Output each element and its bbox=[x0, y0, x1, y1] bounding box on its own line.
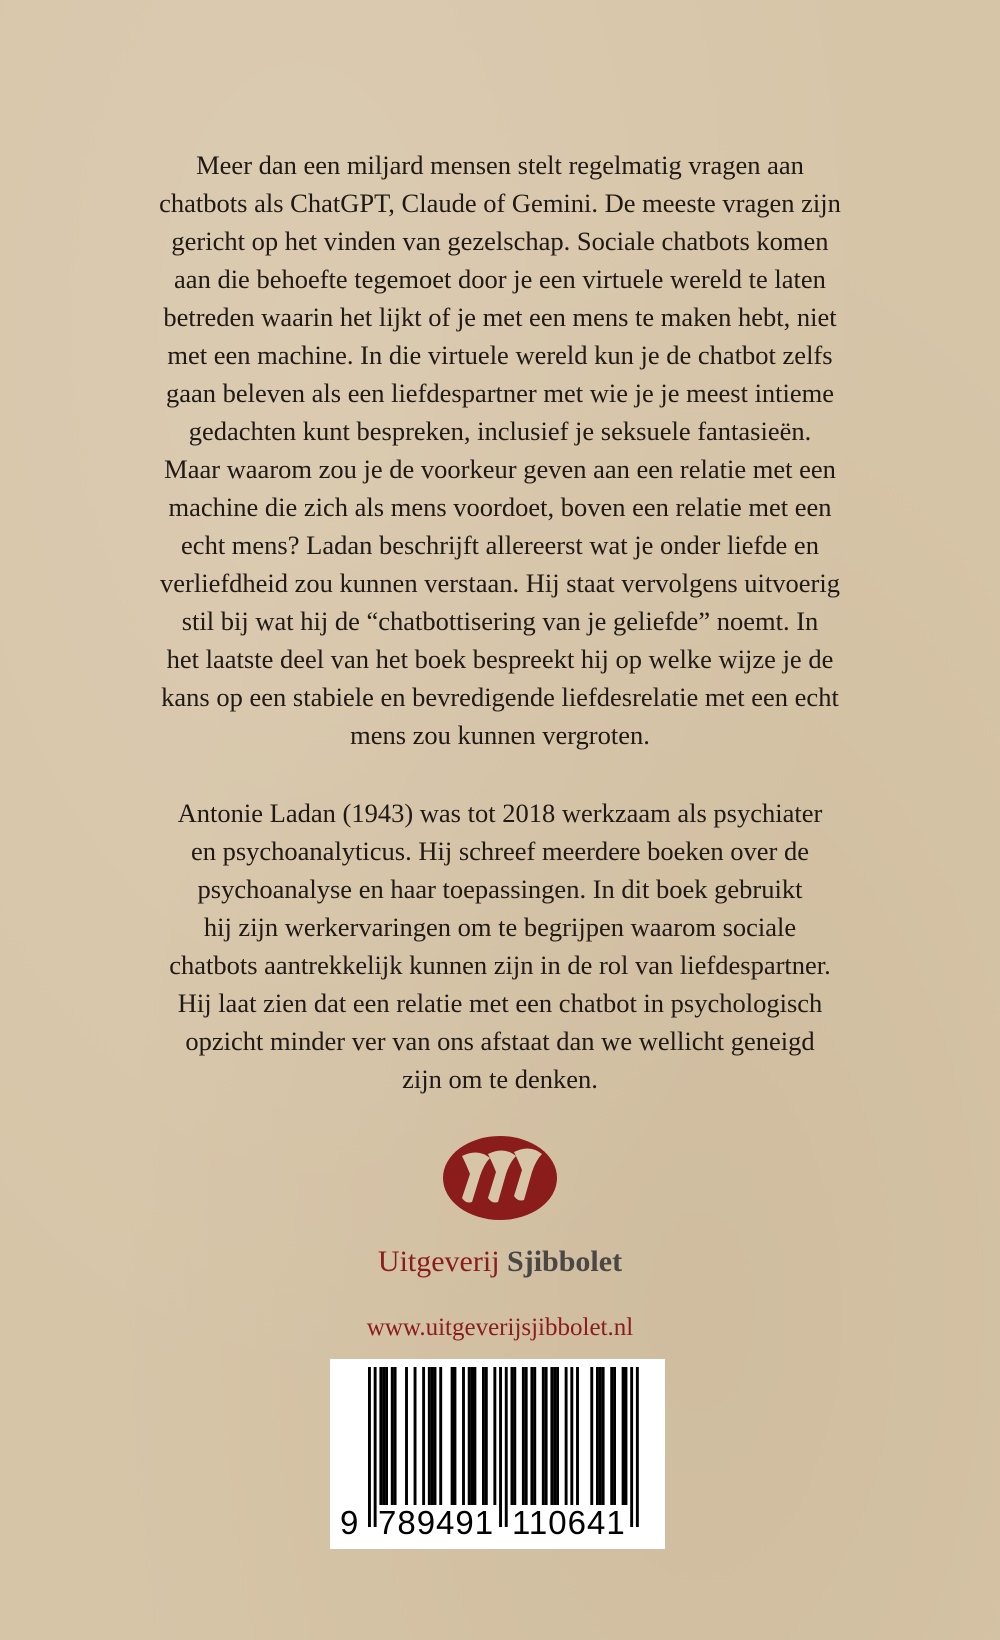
barcode-bar bbox=[576, 1367, 579, 1505]
author-bio bbox=[115, 794, 885, 1098]
barcode-bar bbox=[471, 1367, 474, 1505]
sjibbolet-logo-icon bbox=[440, 1132, 560, 1226]
blurb-line: mens zou kunnen vergroten. bbox=[350, 720, 650, 750]
barcode-bar bbox=[599, 1367, 602, 1505]
isbn-right-group: 110641 bbox=[512, 1504, 626, 1541]
blurb-line: echt mens? Ladan beschrijft allereerst wat je onder liefde en bbox=[181, 530, 819, 560]
barcode-bar bbox=[451, 1367, 454, 1505]
blurb-line: Meer dan een miljard mensen stelt regelmatig vragen aan bbox=[196, 150, 804, 180]
barcode-bar bbox=[394, 1367, 397, 1505]
barcode-bar bbox=[590, 1367, 593, 1505]
blurb-line: met een machine. In die virtuele wereld kun je de chatbot zelfs bbox=[167, 340, 833, 370]
blurb-line: gaan beleven als een liefdespartner met wie je je meest intieme bbox=[165, 378, 835, 408]
barcode-bar bbox=[550, 1367, 553, 1505]
bio-line: psychoanalyse en haar toepassingen. In dit boek gebruikt bbox=[197, 874, 803, 904]
barcode-bar bbox=[553, 1367, 556, 1505]
publisher-name bbox=[0, 1242, 1000, 1282]
barcode-bar bbox=[525, 1367, 528, 1505]
blurb-line: Maar waarom zou je de voorkeur geven aan een relatie met een bbox=[164, 454, 836, 484]
barcode-bar bbox=[462, 1367, 465, 1505]
barcode-bar bbox=[602, 1367, 605, 1505]
barcode-bar bbox=[622, 1367, 625, 1505]
barcode-bar bbox=[545, 1367, 548, 1505]
barcode-bar bbox=[596, 1367, 599, 1505]
barcode-bar bbox=[439, 1367, 442, 1505]
barcode-bar bbox=[468, 1367, 471, 1505]
isbn-first-digit: 9 bbox=[340, 1504, 359, 1541]
publisher-website: www.uitgeverijsjibbolet.nl bbox=[366, 1314, 634, 1341]
barcode-bar bbox=[513, 1367, 516, 1505]
isbn-number bbox=[330, 1503, 665, 1543]
barcode-bar bbox=[493, 1367, 496, 1505]
barcode-bar bbox=[542, 1367, 545, 1505]
barcode-bar bbox=[511, 1367, 514, 1505]
barcode-bar bbox=[565, 1367, 568, 1505]
back-cover-blurb bbox=[115, 146, 885, 754]
bio-line: zijn om te denken. bbox=[402, 1064, 598, 1094]
barcode-bar bbox=[431, 1367, 434, 1505]
barcode-bar bbox=[625, 1367, 628, 1505]
blurb-line: kans op een stabiele en bevredigende liefdesrelatie met een echt bbox=[161, 682, 839, 712]
barcode-bar bbox=[613, 1367, 616, 1505]
barcode-bar bbox=[522, 1367, 525, 1505]
barcode-bar bbox=[473, 1367, 476, 1505]
bio-line: hij zijn werkervaringen om te begrijpen waarom sociale bbox=[203, 912, 797, 942]
blurb-line: gedachten kunt bespreken, inclusief je seksuele fantasieën. bbox=[188, 416, 812, 446]
barcode-bar bbox=[391, 1367, 394, 1505]
barcode-bar bbox=[556, 1367, 559, 1505]
blurb-line: chatbots als ChatGPT, Claude of Gemini. De meeste vragen zijn bbox=[159, 188, 841, 218]
blurb-line: gericht op het vinden van gezelschap. Sociale chatbots komen bbox=[171, 226, 829, 256]
barcode-bar bbox=[382, 1367, 385, 1505]
bio-line: Hij laat zien dat een relatie met een chatbot in psychologisch bbox=[177, 988, 823, 1018]
blurb-line: het laatste deel van het boek bespreekt hij op welke wijze je de bbox=[166, 644, 834, 674]
isbn-left-group: 789491 bbox=[378, 1504, 495, 1541]
barcode-bar bbox=[530, 1367, 533, 1505]
blurb-line: aan die behoefte tegemoet door je een virtuele wereld te laten bbox=[174, 264, 826, 294]
barcode-bar bbox=[414, 1367, 417, 1505]
blurb-line: stil bij wat hij de “chatbottisering van je geliefde” noemt. In bbox=[181, 606, 819, 636]
publisher-prefix: Uitgeverij bbox=[377, 1245, 500, 1278]
bio-line: en psychoanalyticus. Hij schreef meerdere boeken over de bbox=[190, 836, 810, 866]
barcode-bar bbox=[533, 1367, 536, 1505]
barcode-bar bbox=[405, 1367, 408, 1505]
bio-line: opzicht minder ver van ons afstaat dan we wellicht geneigd bbox=[185, 1026, 815, 1056]
isbn-barcode bbox=[330, 1359, 665, 1549]
publisher-brand: Sjibbolet bbox=[507, 1245, 623, 1278]
barcode-bar bbox=[428, 1367, 431, 1505]
blurb-line: betreden waarin het lijkt of je met een mens te maken hebt, niet bbox=[163, 302, 837, 332]
blurb-line: machine die zich als mens voordoet, boven een relatie met een bbox=[168, 492, 832, 522]
barcode-bar bbox=[485, 1367, 488, 1505]
barcode-bar bbox=[482, 1367, 485, 1505]
barcode-bar bbox=[610, 1367, 613, 1505]
blurb-line: verliefdheid zou kunnen verstaan. Hij staat vervolgens uitvoerig bbox=[160, 568, 840, 598]
barcode-bar bbox=[422, 1367, 425, 1505]
logo-mark bbox=[440, 1132, 560, 1226]
barcode-bar bbox=[379, 1367, 382, 1505]
barcode-bar bbox=[385, 1367, 388, 1505]
bio-line: Antonie Ladan (1943) was tot 2018 werkzaam als psychiater bbox=[177, 798, 823, 828]
barcode-bar bbox=[434, 1367, 437, 1505]
bio-line: chatbots aantrekkelijk kunnen zijn in de rol van liefdespartner. bbox=[169, 950, 831, 980]
barcode-bar bbox=[570, 1367, 573, 1505]
barcode-bar bbox=[454, 1367, 457, 1505]
